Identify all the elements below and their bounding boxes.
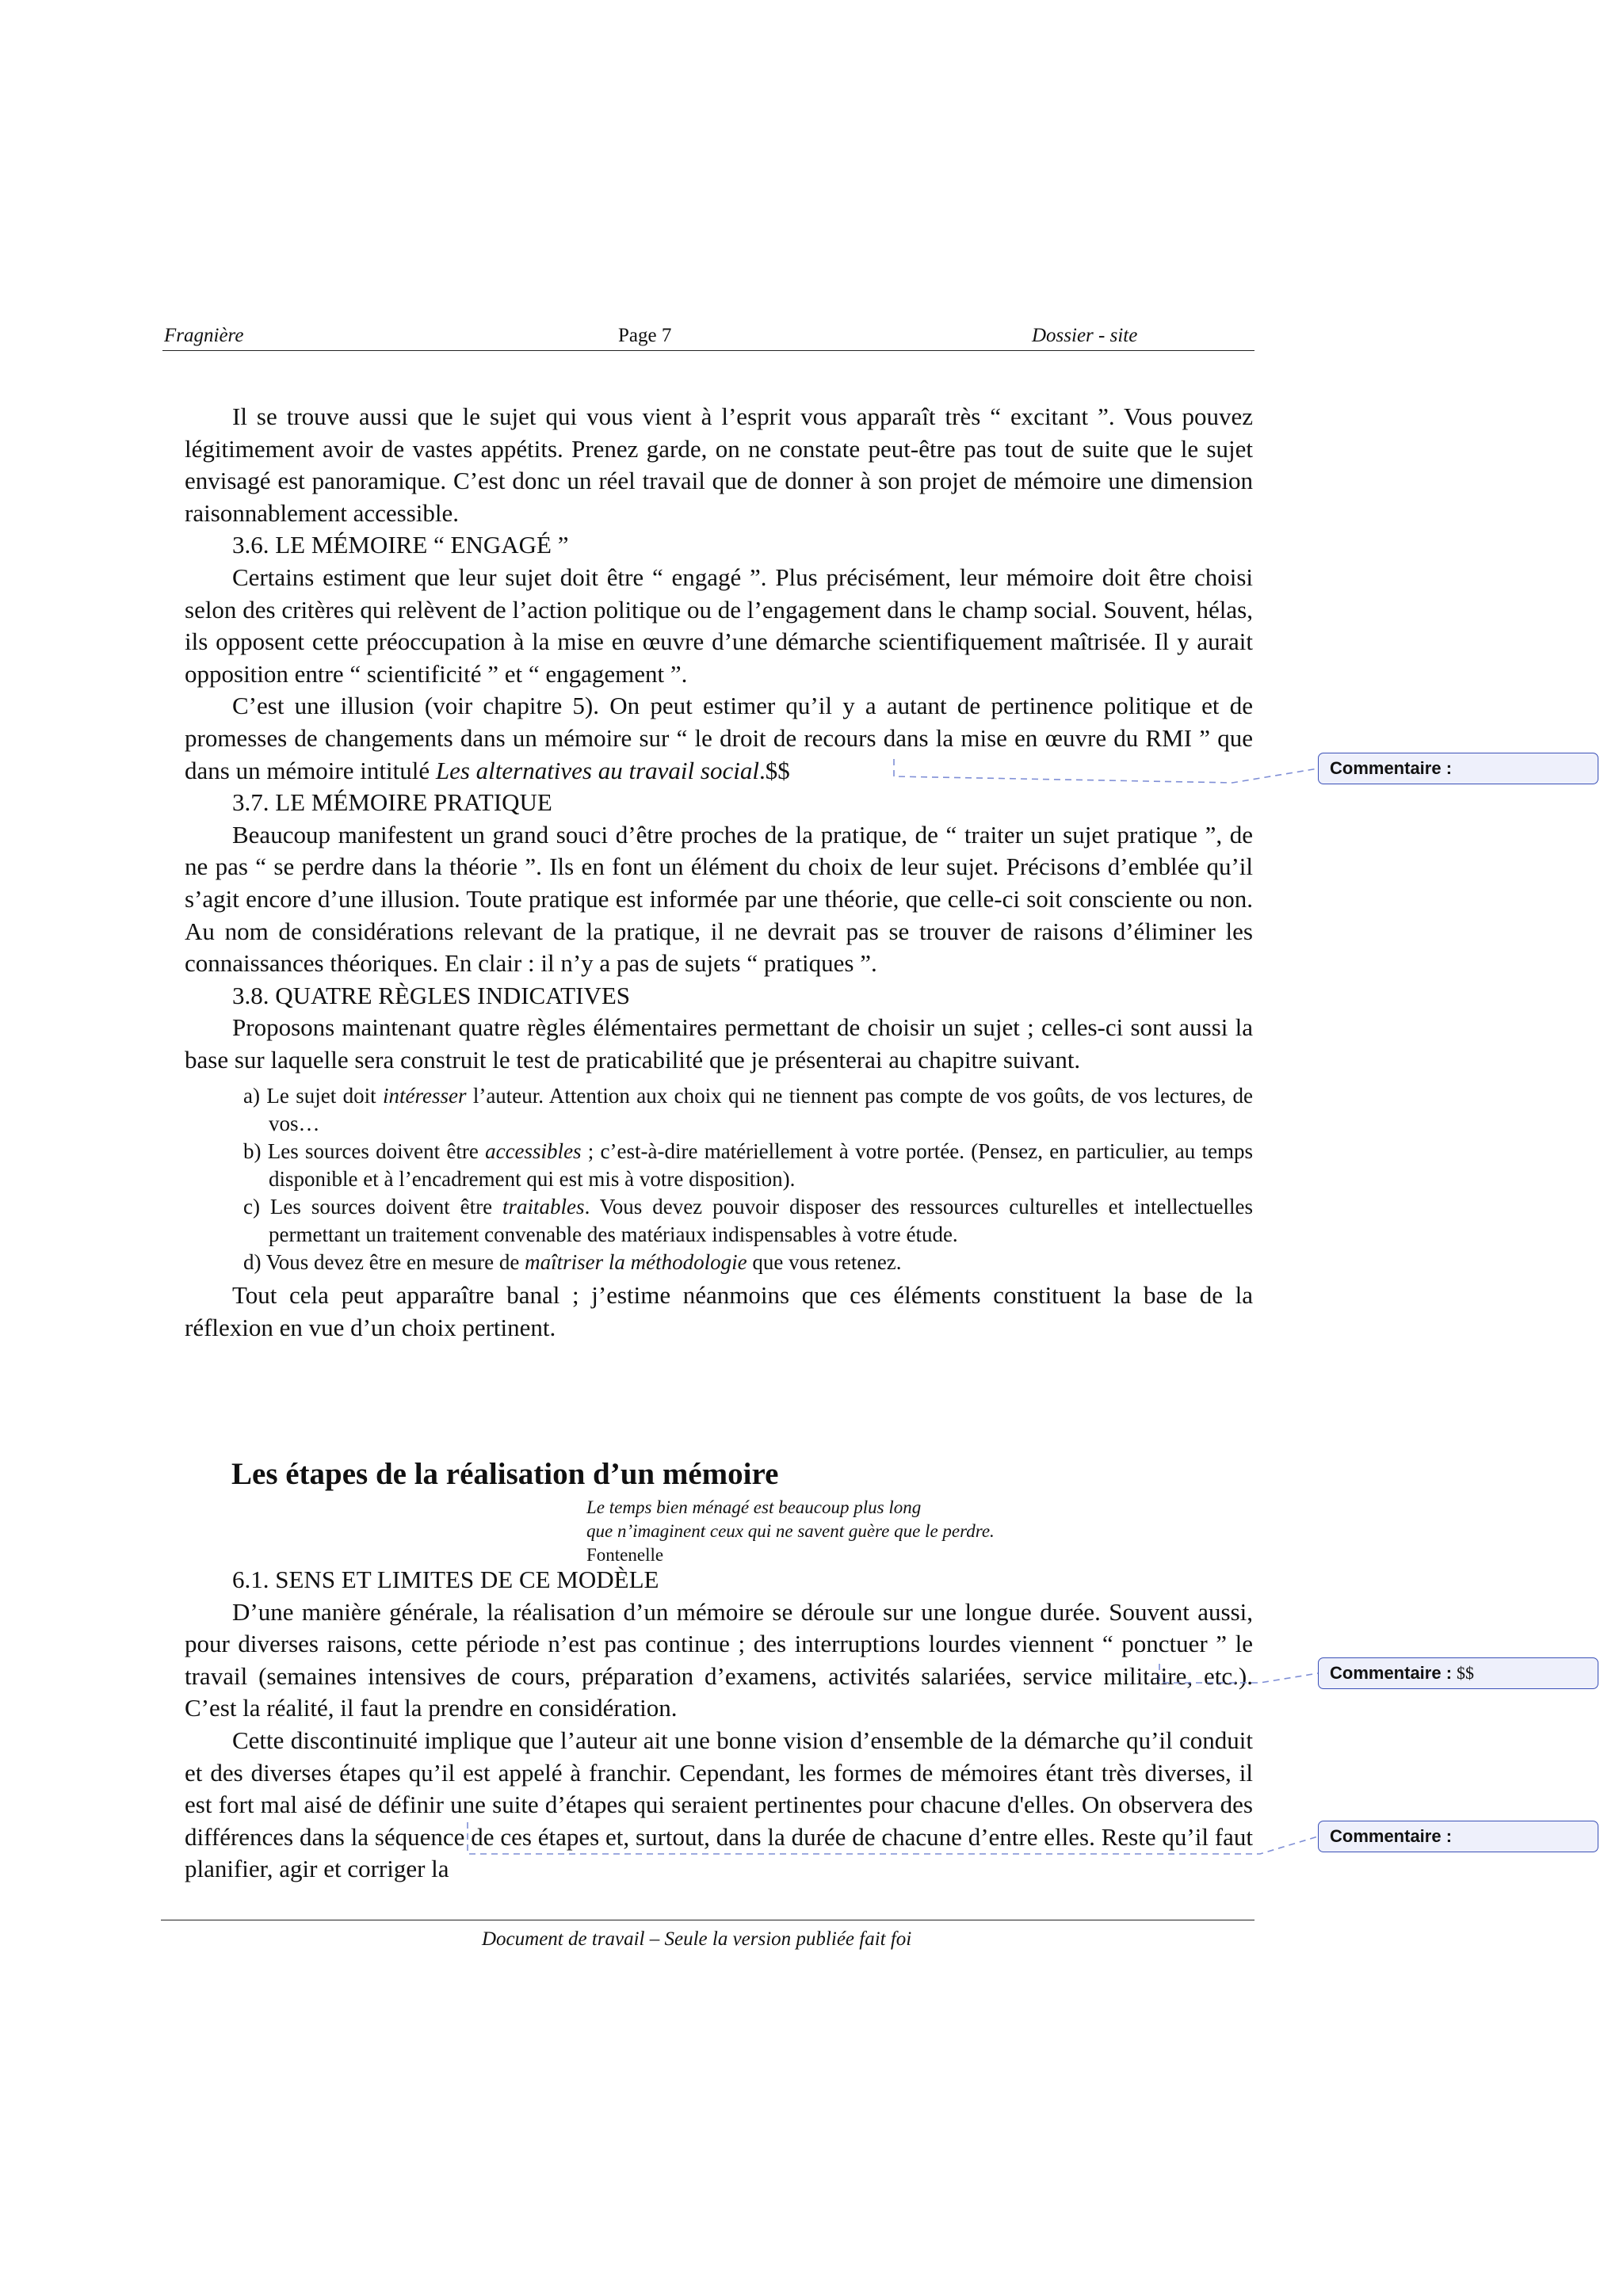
- document-body: [185, 401, 1253, 1344]
- list-item: [185, 1193, 1253, 1249]
- list-item: [185, 1249, 1253, 1276]
- italic-title: Les alternatives au travail social: [435, 756, 759, 784]
- epigraph-line: que n’imaginent ceux qui ne savent guère que le perdre.: [586, 1521, 995, 1541]
- list-emphasis: accessibles: [485, 1139, 582, 1164]
- paragraph-text: .$$: [758, 756, 790, 784]
- list-item: [185, 1082, 1253, 1138]
- comment-balloon[interactable]: [1318, 753, 1598, 784]
- comment-label: Commentaire :: [1330, 1826, 1453, 1846]
- paragraph: Proposons maintenant quatre règles élémentaires permettant de choisir un sujet ; celles-ci sont aussi la base sur laquelle sera construit le test de praticabilité que je présenterai au chapitre suivant.: [185, 1013, 1253, 1074]
- epigraph: [586, 1496, 995, 1567]
- list-emphasis: intéresser: [382, 1084, 467, 1108]
- list-item: [185, 1138, 1253, 1193]
- comment-balloon[interactable]: [1318, 1657, 1598, 1689]
- header-document-name: Dossier - site: [1032, 325, 1138, 346]
- paragraph: Il se trouve aussi que le sujet qui vous vient à l’esprit vous apparaît très “ excitant ”. Vous pouvez légitimement avoir de vastes appétits. Prenez garde, on ne constate peut-être pas tout de suite que le sujet envisagé est panoramique. C’est donc un réel travail que de donner à son projet de mémoire une dimension raisonnablement accessible.: [185, 402, 1253, 527]
- list-text: b) Les sources doivent être: [243, 1139, 486, 1164]
- paragraph: [185, 690, 1253, 787]
- epigraph-line: Le temps bien ménagé est beaucoup plus long: [586, 1497, 922, 1517]
- list-emphasis: traitables: [502, 1195, 585, 1219]
- list-text: l’auteur. Attention aux choix qui ne tiennent pas compte de vos goûts, de vos lectures, de vos…: [269, 1084, 1254, 1136]
- list-text: d) Vous devez être en mesure de: [243, 1250, 525, 1275]
- paragraph: Certains estiment que leur sujet doit être “ engagé ”. Plus précisément, leur mémoire doit être choisi selon des critères qui relèvent de l’action politique ou de l’engagement dans le champ social. Souvent, hélas, ils opposent cette préoccupation à la mise en œuvre d’une démarche scientifiquement maîtrisée. Il y aurait opposition entre “ scientificité ” et “ engagement ”.: [185, 563, 1253, 688]
- rules-list: [185, 1082, 1253, 1276]
- header-author: Fragnière: [164, 325, 244, 346]
- section-heading-3-6: 3.6. LE MÉMOIRE “ ENGAGÉ ”: [232, 531, 569, 559]
- paragraph-text: C’est une illusion (voir chapitre 5). On peut estimer qu’il y a autant de pertinence politique et de promesses de changements dans un mémoire sur “ le droit de recours dans la mise en œuvre du RMI ” que dans un mémoire intitulé: [185, 692, 1253, 784]
- comment-label: Commentaire :: [1330, 1663, 1453, 1683]
- section-heading-6-1: 6.1. SENS ET LIMITES DE CE MODÈLE: [232, 1566, 659, 1593]
- section-heading-3-7: 3.7. LE MÉMOIRE PRATIQUE: [232, 788, 552, 817]
- paragraph: Tout cela peut apparaître banal ; j’estime néanmoins que ces éléments constituent la base de la réflexion en vue d’un choix pertinent.: [185, 1281, 1253, 1342]
- paragraph: D’une manière générale, la réalisation d’un mémoire se déroule sur une longue durée. Souvent aussi, pour diverses raisons, cette période n’est pas continue ; des interruptions lourdes viennent “ ponctuer ” le travail (semaines intensives de cours, préparation d’examens, activités salariées, service militaire, etc.). C’est la réalité, il faut la prendre en considération.: [185, 1597, 1253, 1722]
- list-text: ; c’est-à-dire matériellement à votre portée. (Pensez, en particulier, au temps disponible et à l’encadrement qui est mis à votre disposition).: [269, 1139, 1253, 1192]
- section-heading-3-8: 3.8. QUATRE RÈGLES INDICATIVES: [232, 981, 631, 1009]
- page-header: [162, 322, 1254, 351]
- list-text: c) Les sources doivent être: [243, 1195, 503, 1219]
- comment-balloon[interactable]: [1318, 1821, 1598, 1852]
- list-text: que vous retenez.: [747, 1250, 902, 1275]
- epigraph-author: Fontenelle: [586, 1545, 664, 1565]
- paragraph: Beaucoup manifestent un grand souci d’être proches de la pratique, de “ traiter un sujet pratique ”, de ne pas “ se perdre dans la théorie ”. Ils en font un élément du choix de leur sujet. Précisons d’emblée qu’il s’agit encore d’une illusion. Toute pratique est informée par une théorie, que celle-ci soit consciente ou non. Au nom de considérations relevant de la pratique, il ne devrait pas se trouver de raisons d’éliminer les connaissances théoriques. En clair : il n’y a pas de sujets “ pratiques ”.: [185, 820, 1253, 978]
- comment-label: Commentaire :: [1330, 758, 1453, 778]
- page-footer: Document de travail – Seule la version publiée fait foi: [482, 1928, 912, 1950]
- paragraph: Cette discontinuité implique que l’auteur ait une bonne vision d’ensemble de la démarche qu’il conduit et des diverses étapes qu’il est appelé à franchir. Cependant, les formes de mémoires étant très diverses, il est fort mal aisé de définir une suite d’étapes qui seraient pertinentes pour chacune d'elles. On observera des différences dans la séquence de ces étapes et, surtout, dans la durée de chacune d’entre elles. Reste qu’il faut planifier, agir et corriger la: [185, 1726, 1253, 1883]
- header-page-number: Page 7: [618, 325, 672, 346]
- chapter-title: Les étapes de la réalisation d’un mémoire: [231, 1457, 779, 1491]
- list-text: a) Le sujet doit: [243, 1084, 383, 1108]
- document-body-continued: [185, 1564, 1253, 1886]
- comment-value: $$: [1457, 1663, 1475, 1683]
- list-emphasis: maîtriser la méthodologie: [525, 1250, 747, 1275]
- list-text: . Vous devez pouvoir disposer des ressources culturelles et intellectuelles permettant un traitement convenable des matériaux indispensables à votre étude.: [269, 1195, 1253, 1247]
